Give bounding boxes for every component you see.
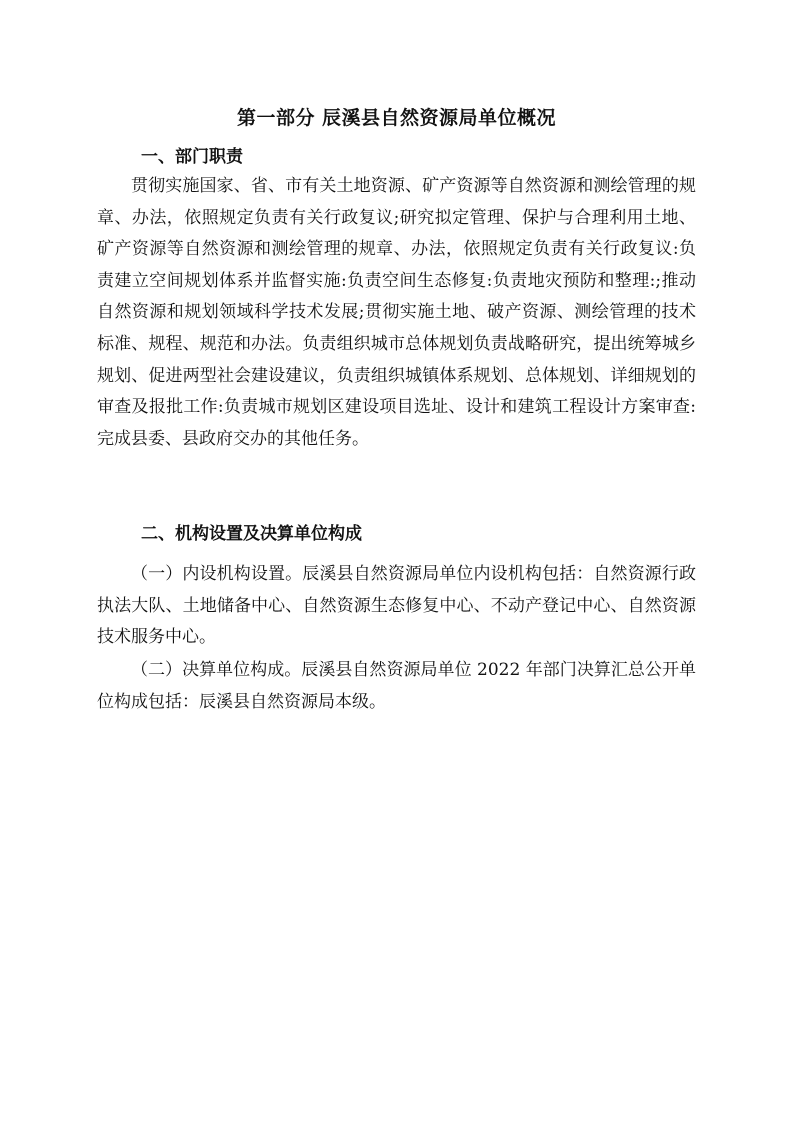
final-accounts-units-paragraph: （二）决算单位构成。辰溪县自然资源局单位 2022 年部门决算汇总公开单位构成包括：辰溪县自然资源局本级。 (97, 660, 696, 712)
section-heading-department-duties: 一、部门职责 (141, 147, 243, 167)
internal-institutions-paragraph: （一）内设机构设置。辰溪县自然资源局单位内设机构包括：自然资源行政执法大队、土地储备中心、自然资源生态修复中心、不动产登记中心、自然资源技术服务中心。 (97, 564, 696, 648)
department-duties-paragraph: 贯彻实施国家、省、市有关土地资源、矿产资源等自然资源和测绘管理的规章、办法，依照规定负责有关行政复议;研究拟定管理、保护与合理利用土地、矿产资源等自然资源和测绘管理的规章、办法，依照规定负责有关行政复议:负责建立空间规划体系并监督实施:负责空间生态修复:负责地灾预防和整理:;推动自然资源和规划领域科学技术发展;贯彻实施土地、破产资源、测绘管理的技术标准、规程、规范和办法。负责组织城市总体规划负责战略研究，提出统筹城乡规划、促进两型社会建设建议，负责组织城镇体系规划、总体规划、详细规划的审查及报批工作:负责城市规划区建设项目选址、设计和建筑工程设计方案审查:完成县委、县政府交办的其他任务。 (97, 176, 696, 449)
section-heading-organization: 二、机构设置及决算单位构成 (141, 524, 362, 544)
page-title: 第一部分 辰溪县自然资源局单位概况 (236, 107, 557, 129)
